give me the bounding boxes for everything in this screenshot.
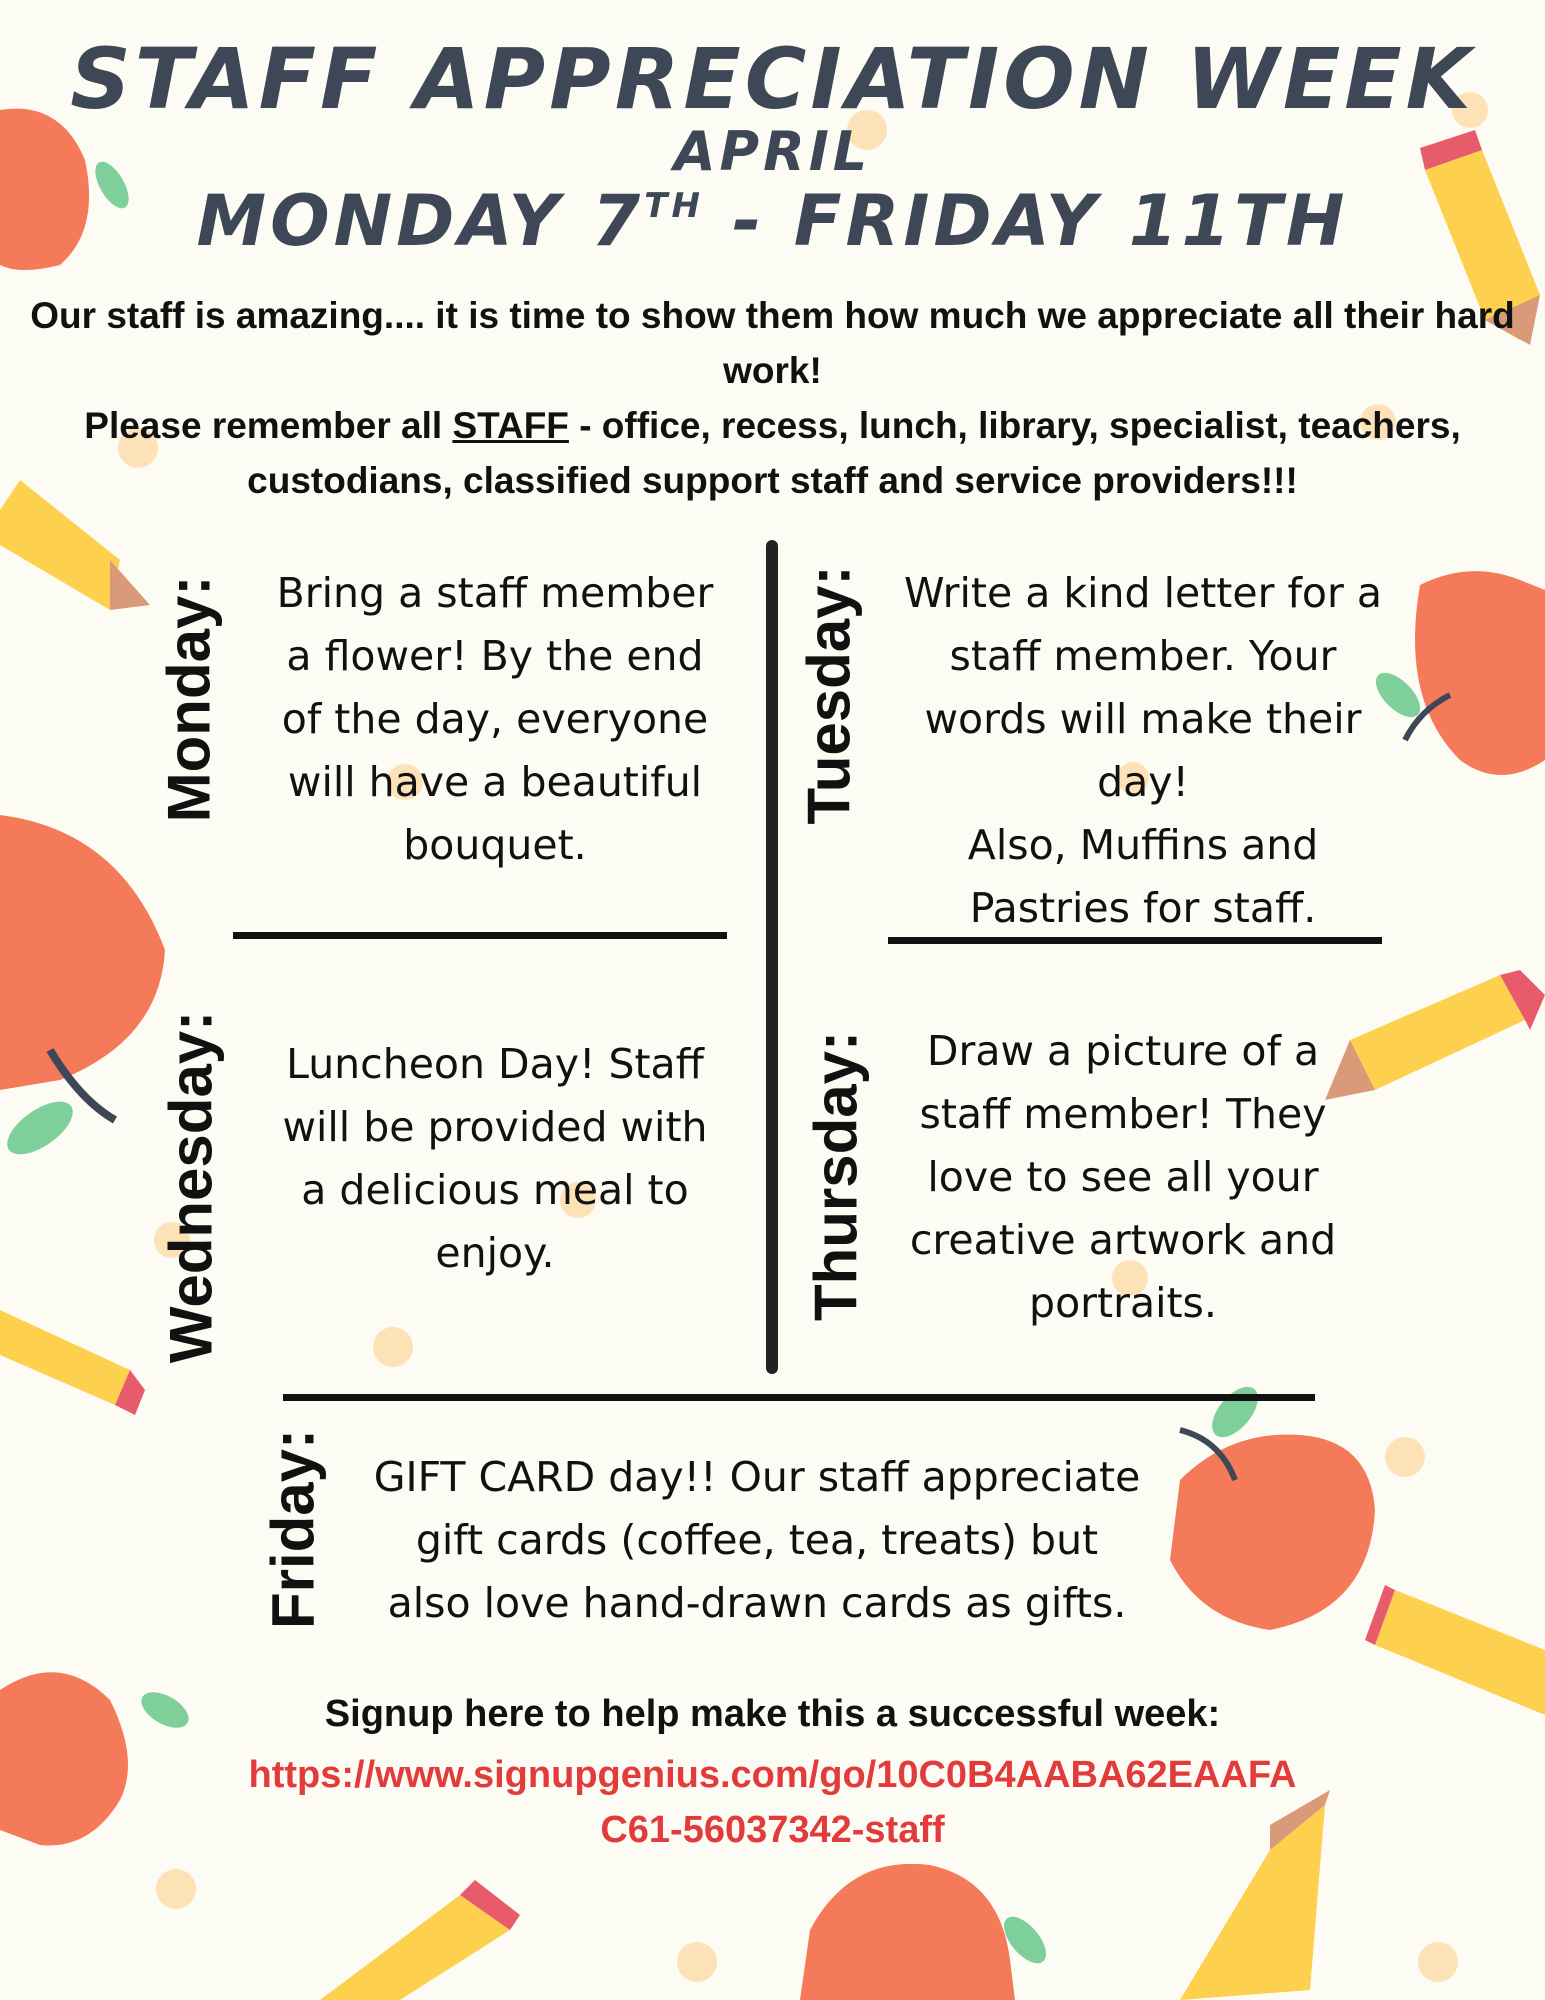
day-text-friday: GIFT CARD day!! Our staff appreciate gift cards (coffee, tea, treats) but also love hand-drawn cards as gifts. bbox=[373, 1453, 1141, 1627]
month-label: APRIL bbox=[673, 120, 872, 183]
day-text-thursday: Draw a picture of a staff member! They love to see all your creative artwork and portraits. bbox=[909, 1027, 1337, 1327]
day-text-monday: Bring a staff member a flower! By the end of the day, everyone will have a beautiful bouquet. bbox=[276, 569, 714, 869]
divider-friday bbox=[283, 1394, 1315, 1401]
day-label-tuesday: Tuesday: bbox=[795, 565, 863, 825]
pencil-icon bbox=[320, 1880, 520, 2000]
intro-line: Our staff is amazing.... it is time to show them how much we appreciate all their hard work! bbox=[30, 295, 1515, 391]
day-text-tuesday: Write a kind letter for a staff member. Your words will make their day! Also, Muffins and Pastries for staff. bbox=[903, 569, 1383, 932]
pencil-icon bbox=[0, 1310, 145, 1415]
signup-heading: Signup here to help make this a successful week: bbox=[324, 1693, 1221, 1735]
intro-text bbox=[20, 288, 1525, 508]
date-range: MONDAY 7TH - FRIDAY 11TH bbox=[196, 180, 1349, 262]
divider-monday bbox=[233, 932, 727, 939]
day-label-monday: Monday: bbox=[155, 575, 223, 823]
poster-title: STAFF APPRECIATION WEEK bbox=[70, 30, 1475, 128]
vertical-divider bbox=[766, 540, 778, 1374]
signup-link[interactable]: https://www.signupgenius.com/go/10C0B4AABA62EAAFA C61-56037342-staff bbox=[248, 1754, 1297, 1851]
apple-icon bbox=[1170, 1379, 1375, 1630]
day-label-thursday: Thursday: bbox=[802, 1030, 870, 1322]
pencil-icon bbox=[1325, 970, 1545, 1100]
intro-line: Please remember all STAFF - office, recess, lunch, library, specialist, teachers, custodians, classified support staff and service providers!!! bbox=[84, 405, 1461, 501]
day-label-wednesday: Wednesday: bbox=[157, 1010, 225, 1364]
apple-icon bbox=[800, 1864, 1054, 2000]
day-label-friday: Friday: bbox=[259, 1428, 327, 1630]
apple-icon bbox=[0, 815, 165, 1165]
day-text-wednesday: Luncheon Day! Staff will be provided with a delicious meal to enjoy. bbox=[282, 1040, 708, 1277]
apple-icon bbox=[1368, 571, 1545, 775]
